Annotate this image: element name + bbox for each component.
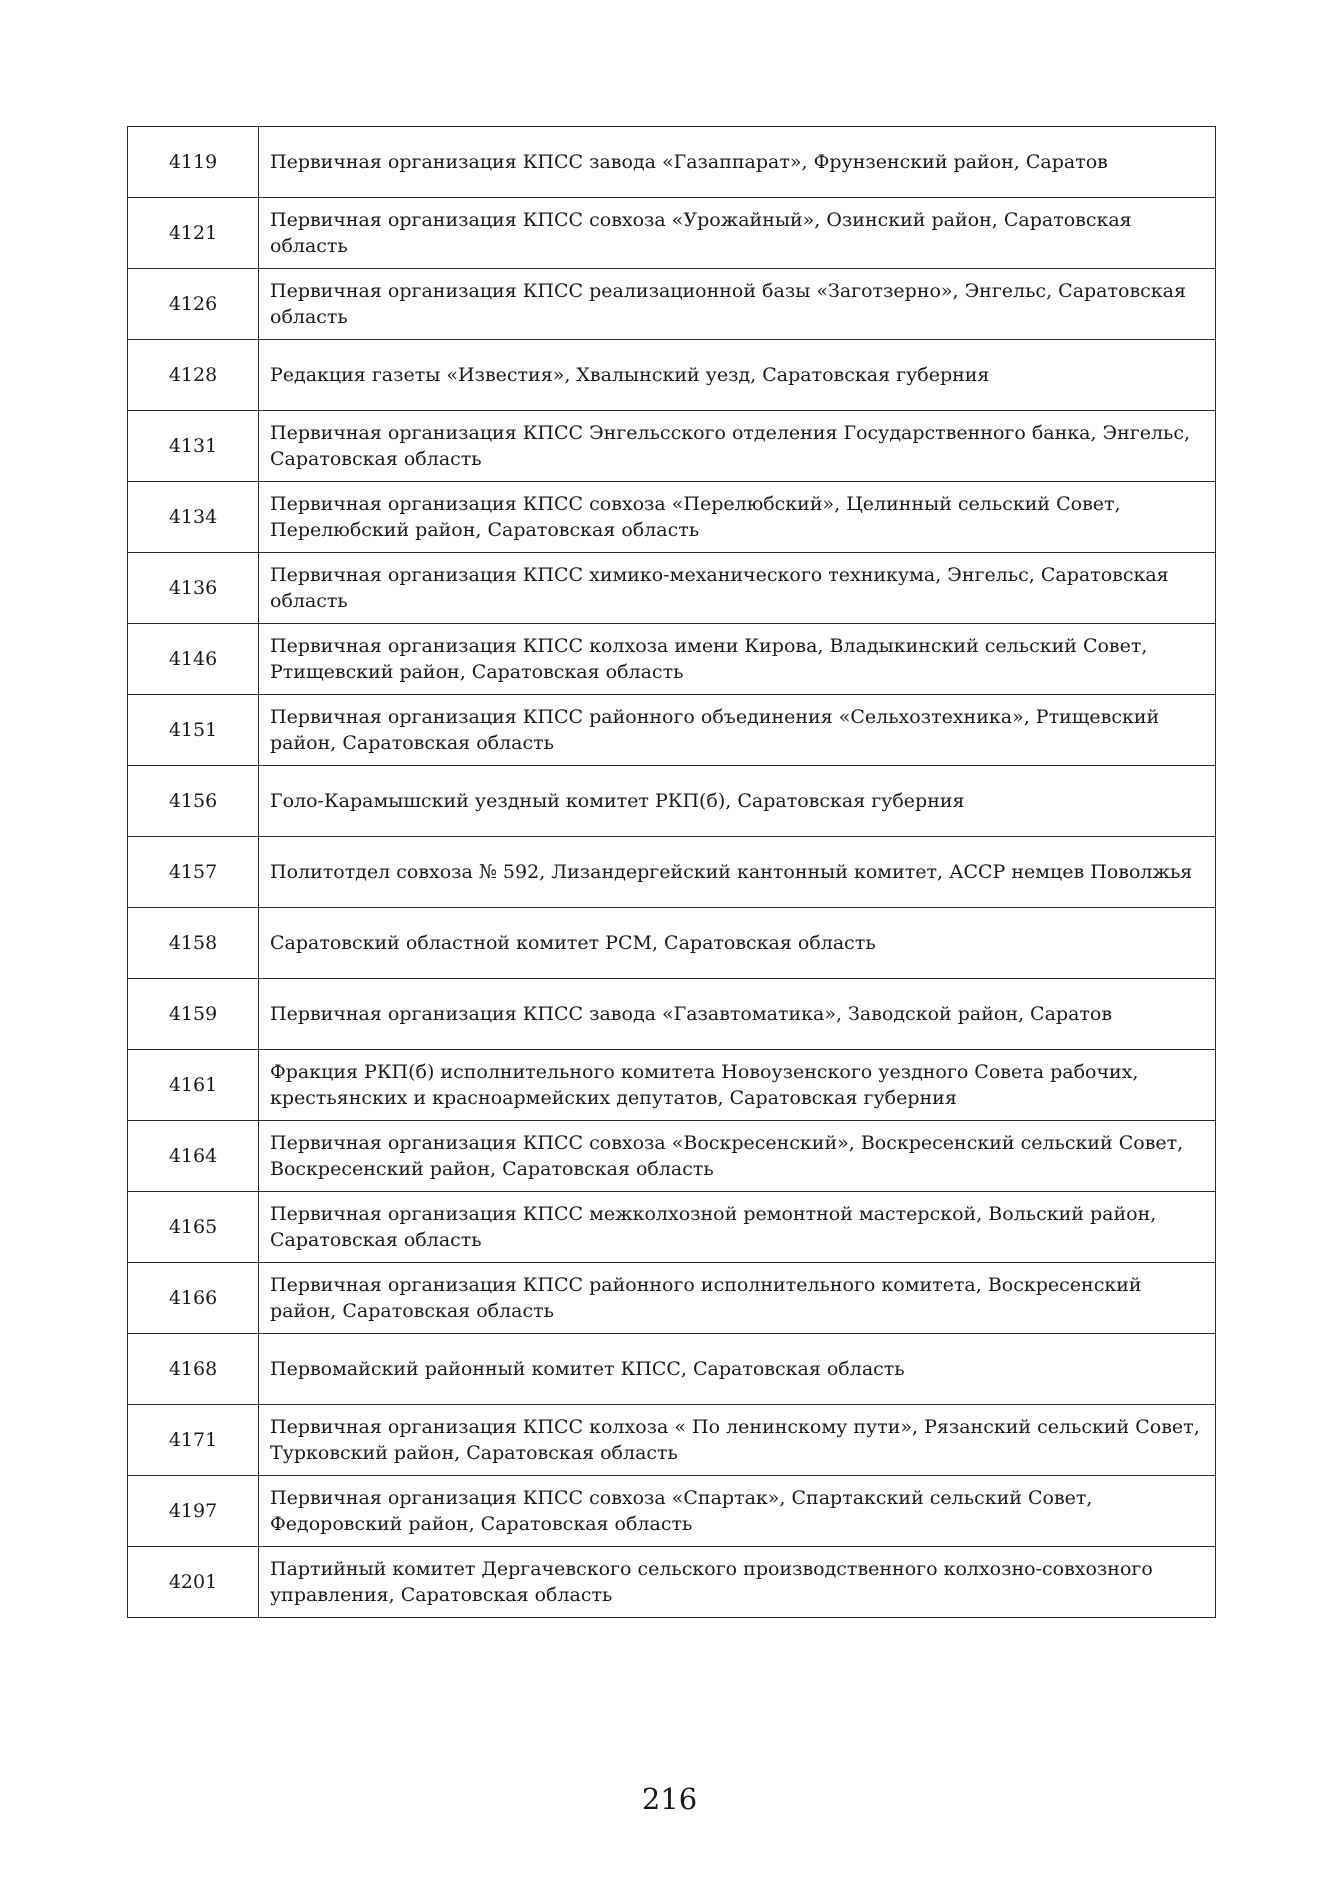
table-row [128, 198, 1216, 269]
table-row [128, 695, 1216, 766]
fund-name: Политотдел совхоза № 592, Лизандергейский кантонный комитет, АССР немцев Поволжья [259, 837, 1216, 908]
fund-name: Первичная организация КПСС совхоза «Спартак», Спартакский сельский Совет, Федоровский район, Саратовская область [259, 1476, 1216, 1547]
fund-number: 4197 [128, 1476, 259, 1547]
table-row [128, 1263, 1216, 1334]
table-row [128, 979, 1216, 1050]
fund-name: Первомайский районный комитет КПСС, Саратовская область [259, 1334, 1216, 1405]
fund-name: Первичная организация КПСС межколхозной ремонтной мастерской, Вольский район, Саратовская область [259, 1192, 1216, 1263]
fund-number: 4121 [128, 198, 259, 269]
fund-name: Первичная организация КПСС колхоза имени Кирова, Владыкинский сельский Совет, Ртищевский район, Саратовская область [259, 624, 1216, 695]
fund-name: Первичная организация КПСС колхоза « По ленинскому пути», Рязанский сельский Совет, Турковский район, Саратовская область [259, 1405, 1216, 1476]
fund-number: 4134 [128, 482, 259, 553]
fund-number: 4168 [128, 1334, 259, 1405]
fund-name: Первичная организация КПСС химико-механического техникума, Энгельс, Саратовская область [259, 553, 1216, 624]
fund-name: Редакция газеты «Известия», Хвалынский уезд, Саратовская губерния [259, 340, 1216, 411]
table-row [128, 1476, 1216, 1547]
fund-name: Первичная организация КПСС совхоза «Урожайный», Озинский район, Саратовская область [259, 198, 1216, 269]
table-row [128, 1405, 1216, 1476]
fund-number: 4146 [128, 624, 259, 695]
fund-number: 4171 [128, 1405, 259, 1476]
table-row [128, 127, 1216, 198]
fund-number: 4126 [128, 269, 259, 340]
fund-name: Партийный комитет Дергачевского сельского производственного колхозно-совхозного управления, Саратовская область [259, 1547, 1216, 1618]
fund-number: 4119 [128, 127, 259, 198]
fund-number: 4201 [128, 1547, 259, 1618]
fund-name: Саратовский областной комитет РСМ, Саратовская область [259, 908, 1216, 979]
fund-number: 4165 [128, 1192, 259, 1263]
table-row [128, 1121, 1216, 1192]
fund-number: 4161 [128, 1050, 259, 1121]
fund-name: Первичная организация КПСС совхоза «Воскресенский», Воскресенский сельский Совет, Воскресенский район, Саратовская область [259, 1121, 1216, 1192]
table-row [128, 1547, 1216, 1618]
table-row [128, 837, 1216, 908]
fund-number: 4156 [128, 766, 259, 837]
fund-number: 4131 [128, 411, 259, 482]
table-row [128, 1334, 1216, 1405]
table-row [128, 908, 1216, 979]
fund-name: Фракция РКП(б) исполнительного комитета Новоузенского уездного Совета рабочих, крестьянских и красноармейских депутатов, Саратовская губерния [259, 1050, 1216, 1121]
fund-name: Первичная организация КПСС совхоза «Перелюбский», Целинный сельский Совет, Перелюбский район, Саратовская область [259, 482, 1216, 553]
fund-list-table [127, 126, 1216, 1618]
table-row [128, 1050, 1216, 1121]
fund-number: 4166 [128, 1263, 259, 1334]
fund-name: Голо-Карамышский уездный комитет РКП(б), Саратовская губерния [259, 766, 1216, 837]
fund-number: 4136 [128, 553, 259, 624]
fund-number: 4159 [128, 979, 259, 1050]
fund-name: Первичная организация КПСС завода «Газавтоматика», Заводской район, Саратов [259, 979, 1216, 1050]
fund-name: Первичная организация КПСС Энгельсского отделения Государственного банка, Энгельс, Саратовская область [259, 411, 1216, 482]
fund-number: 4128 [128, 340, 259, 411]
table-row [128, 411, 1216, 482]
fund-number: 4164 [128, 1121, 259, 1192]
table-row [128, 269, 1216, 340]
table-row [128, 340, 1216, 411]
fund-number: 4158 [128, 908, 259, 979]
page-number: 216 [641, 1782, 698, 1816]
table-row [128, 1192, 1216, 1263]
fund-name: Первичная организация КПСС районного исполнительного комитета, Воскресенский район, Саратовская область [259, 1263, 1216, 1334]
fund-name: Первичная организация КПСС завода «Газаппарат», Фрунзенский район, Саратов [259, 127, 1216, 198]
table-row [128, 766, 1216, 837]
table-row [128, 624, 1216, 695]
fund-name: Первичная организация КПСС реализационной базы «Заготзерно», Энгельс, Саратовская область [259, 269, 1216, 340]
table-row [128, 553, 1216, 624]
table-row [128, 482, 1216, 553]
fund-name: Первичная организация КПСС районного объединения «Сельхозтехника», Ртищевский район, Саратовская область [259, 695, 1216, 766]
fund-number: 4151 [128, 695, 259, 766]
fund-number: 4157 [128, 837, 259, 908]
